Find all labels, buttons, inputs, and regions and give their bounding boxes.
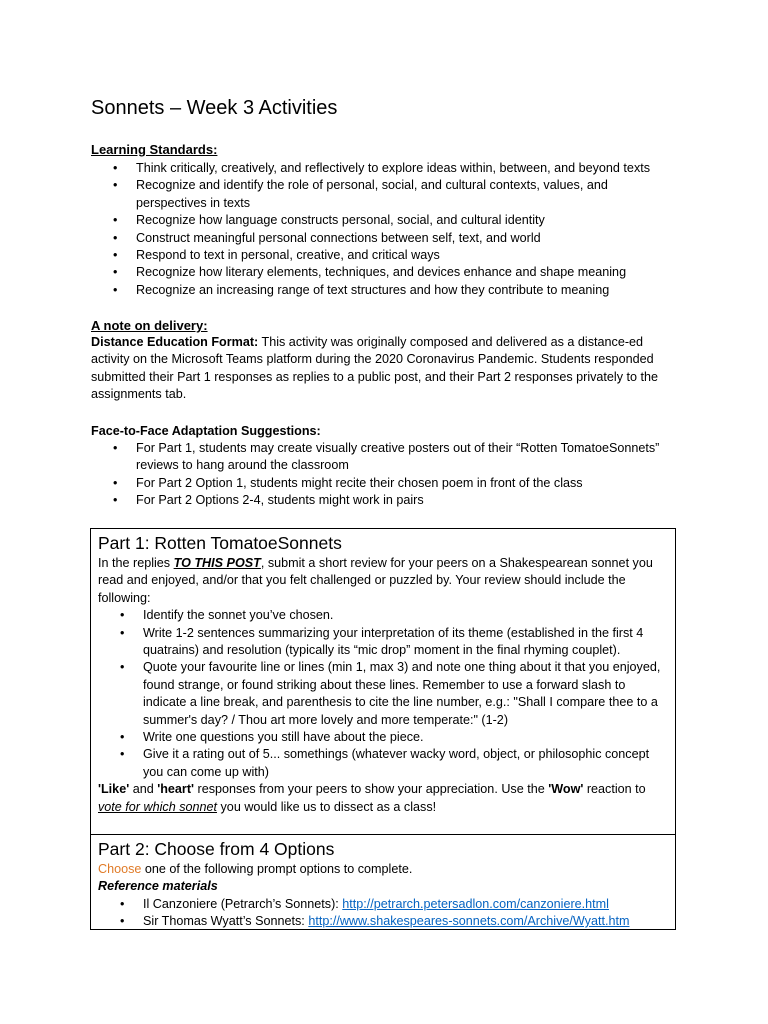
part1-intro bbox=[98, 555, 668, 607]
closing-text: and bbox=[129, 782, 158, 797]
delivery-format-paragraph bbox=[91, 334, 681, 404]
list-item: • Quote your favourite line or lines (min 1, max 3) and note one thing about it that you enjoyed, found strange, or found striking about these lines. Remember to use a forward slash to indicate a line break, and parenthesis to cite the line number, e.g.: "Shall I compare thee to a summer's day? / Thou art more lovely and more temperate:" (1-2) bbox=[98, 659, 668, 729]
closing-text: you would like us to dissect as a class! bbox=[217, 799, 437, 814]
intro-text-rest: , submit a short review for your peers on a Shakespearean sonnet you read and enjoyed, and/or that you felt challenged or puzzled by. Your review should include the following: bbox=[98, 556, 653, 605]
reference-item bbox=[98, 896, 668, 913]
wyatt-link[interactable]: http://www.shakespeares-sonnets.com/Archive/Wyatt.htm bbox=[308, 914, 630, 929]
part2-heading: Part 2: Choose from 4 Options bbox=[98, 839, 335, 859]
delivery-heading: A note on delivery: bbox=[91, 318, 208, 333]
list-item: • Think critically, creatively, and reflectively to explore ideas within, between, and beyond texts bbox=[91, 160, 681, 177]
adaptation-list bbox=[91, 440, 681, 510]
choose-text: one of the following prompt options to complete. bbox=[141, 862, 413, 876]
part1-closing bbox=[98, 781, 668, 816]
learning-standards-list bbox=[91, 160, 681, 299]
choose-word: Choose bbox=[98, 862, 142, 876]
list-item: • Write 1-2 sentences summarizing your interpretation of its theme (established in the first 4 quatrains) and resolution (typically its “mic drop” moment in the final rhyming couplet). bbox=[98, 625, 668, 660]
reference-list bbox=[98, 896, 668, 931]
reference-item bbox=[98, 913, 668, 930]
list-item: • Recognize how language constructs personal, social, and cultural identity bbox=[91, 212, 681, 229]
list-item: • Recognize how literary elements, techniques, and devices enhance and shape meaning bbox=[91, 264, 681, 281]
wow-word: 'Wow' bbox=[548, 782, 584, 797]
list-item: • For Part 2 Options 2-4, students might work in pairs bbox=[91, 492, 681, 509]
list-item: • Respond to text in personal, creative, and critical ways bbox=[91, 247, 681, 264]
list-item: • For Part 2 Option 1, students might recite their chosen poem in front of the class bbox=[91, 475, 681, 492]
list-item: • For Part 1, students may create visually creative posters out of their “Rotten TomatoeSonnets” reviews to hang around the classroom bbox=[91, 440, 681, 475]
list-item: • Construct meaningful personal connections between self, text, and world bbox=[91, 230, 681, 247]
reference-heading: Reference materials bbox=[98, 879, 218, 894]
like-word: 'Like' bbox=[98, 782, 130, 797]
part1-box bbox=[90, 528, 676, 835]
closing-text: responses from your peers to show your appreciation. Use the bbox=[194, 782, 549, 797]
petrarch-link[interactable]: http://petrarch.petersadlon.com/canzoniere.html bbox=[342, 896, 609, 911]
reference-label: Il Canzoniere (Petrarch’s Sonnets): bbox=[143, 896, 343, 911]
heart-word: 'heart' bbox=[157, 782, 195, 797]
vote-link[interactable]: vote for which sonnet bbox=[98, 799, 218, 814]
page-title: Sonnets – Week 3 Activities bbox=[91, 97, 338, 119]
learning-standards-heading: Learning Standards: bbox=[91, 142, 218, 157]
format-text: This activity was originally composed and delivered as a distance-ed activity on the Microsoft Teams platform during the 2020 Coronavirus Pandemic. Students responded submitted their Part 1 responses as replies to a public post, and their Part 2 responses privately to the assignments tab. bbox=[91, 335, 659, 402]
format-label: Distance Education Format: bbox=[91, 335, 259, 349]
to-this-post-link[interactable]: TO THIS POST bbox=[173, 556, 261, 570]
list-item: • Give it a rating out of 5... somethings (whatever wacky word, object, or philosophic concept you can come up with) bbox=[98, 746, 668, 781]
part2-box bbox=[90, 834, 676, 930]
list-item: • Identify the sonnet you’ve chosen. bbox=[98, 607, 668, 624]
list-item: • Recognize an increasing range of text structures and how they contribute to meaning bbox=[91, 282, 681, 299]
reference-label: Sir Thomas Wyatt’s Sonnets: bbox=[143, 914, 309, 929]
adaptation-heading: Face-to-Face Adaptation Suggestions: bbox=[91, 424, 321, 438]
list-item: • Write one questions you still have about the piece. bbox=[98, 729, 668, 746]
list-item: • Recognize and identify the role of personal, social, and cultural contexts, values, and perspectives in texts bbox=[91, 177, 681, 212]
intro-text: In the replies bbox=[98, 556, 174, 570]
part2-choose bbox=[98, 861, 668, 878]
part1-list bbox=[98, 607, 668, 781]
part1-heading: Part 1: Rotten TomatoeSonnets bbox=[98, 533, 342, 553]
closing-text: reaction to bbox=[583, 782, 646, 797]
